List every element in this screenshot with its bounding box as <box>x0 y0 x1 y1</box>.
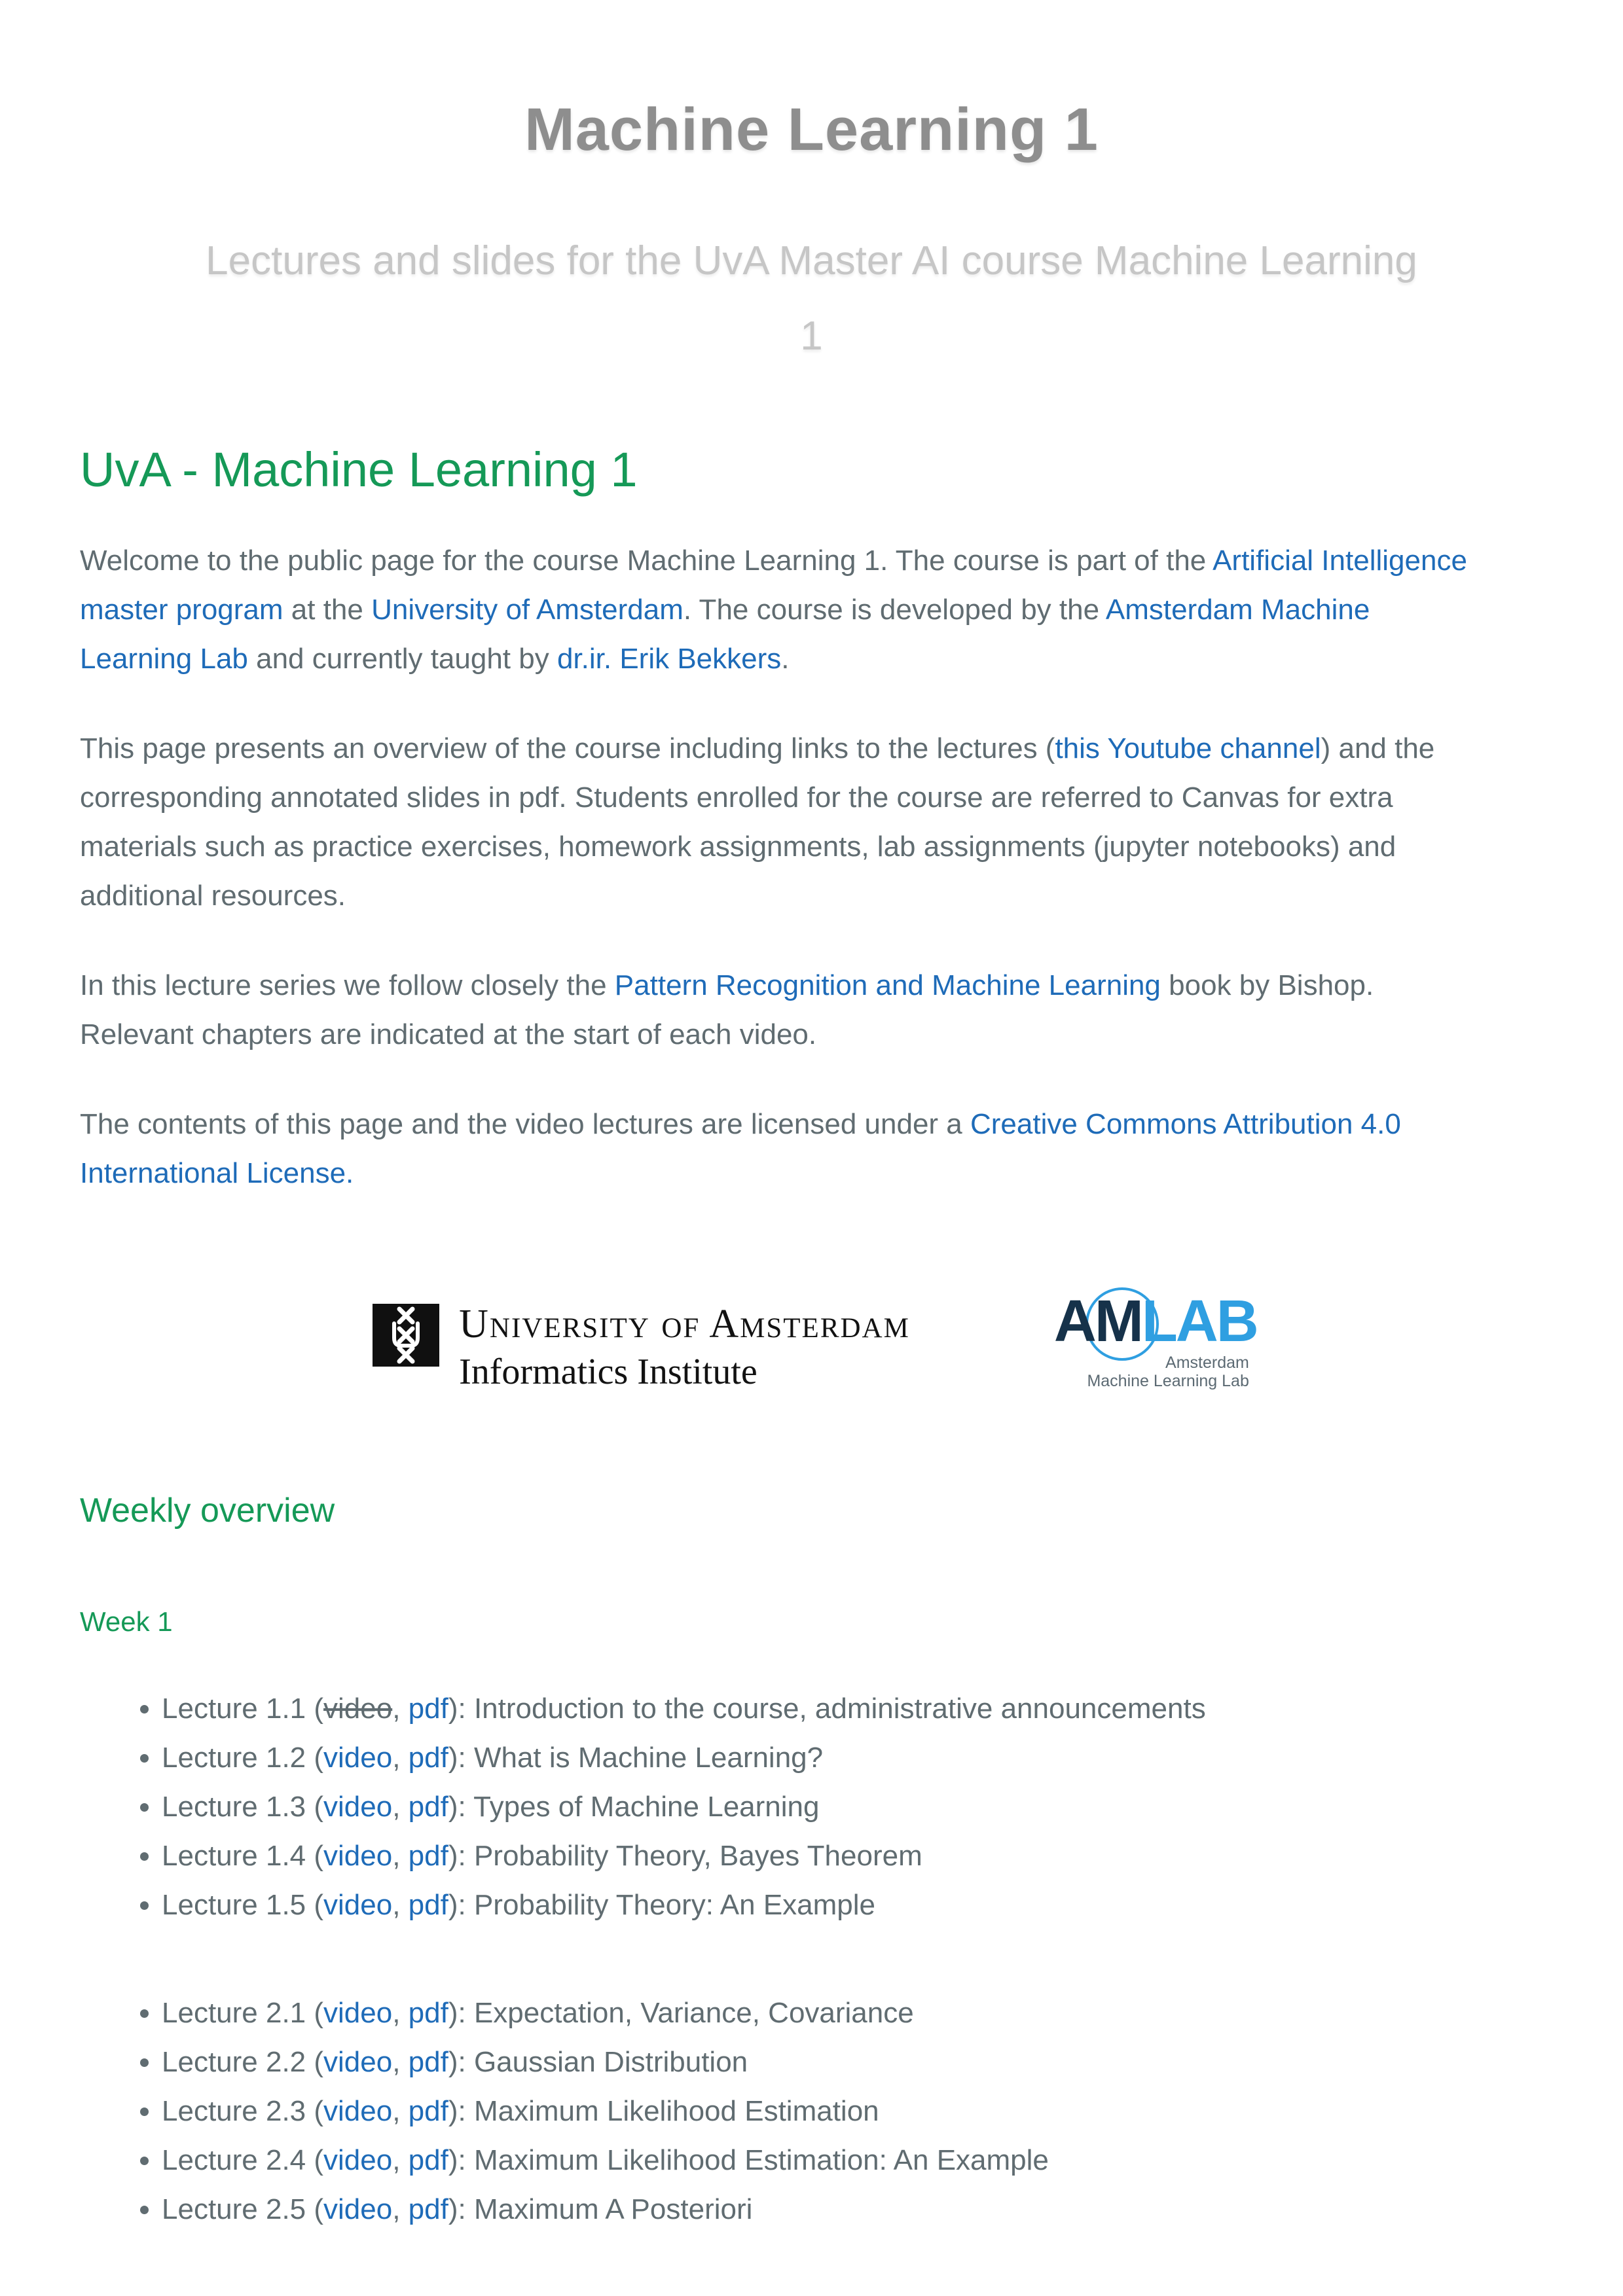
intro-paragraph-welcome <box>80 536 1468 683</box>
video-link[interactable]: video <box>323 2095 393 2128</box>
pdf-link[interactable]: pdf <box>408 1693 448 1725</box>
text-segment: ): What is Machine Learning? <box>448 1742 824 1774</box>
pdf-link[interactable]: pdf <box>408 2144 448 2177</box>
text-segment: , <box>392 2095 409 2128</box>
text-segment: Lecture 1.3 ( <box>162 1791 324 1823</box>
youtube-channel-link[interactable]: this Youtube channel <box>1055 732 1321 764</box>
lecture-item <box>162 2185 1543 2234</box>
lecture-list-week1-group1 <box>80 1684 1543 1929</box>
amlab-am-text: AM <box>1053 1288 1142 1354</box>
weekly-overview-heading: Weekly overview <box>80 1491 335 1530</box>
text-segment: . The course is developed by the <box>683 593 1106 626</box>
text-segment: In this lecture series we follow closely the <box>80 969 615 1001</box>
video-strikethrough: video <box>323 1693 393 1725</box>
text-segment: ): Gaussian Distribution <box>448 2046 748 2079</box>
intro-paragraph-overview <box>80 724 1468 920</box>
pdf-link[interactable]: pdf <box>408 2046 448 2079</box>
amsterdam-machine-learning-lab-link[interactable]: Amsterdam Machine Learning Lab <box>80 593 1370 675</box>
text-segment: ): Expectation, Variance, Covariance <box>448 1997 914 2030</box>
video-link[interactable]: video <box>323 1742 393 1774</box>
site-subtitle: Lectures and slides for the UvA Master AI course Machine Learning 1 <box>206 238 1417 359</box>
uva-logo-line2: Informatics Institute <box>459 1351 757 1392</box>
lecture-item <box>162 2037 1543 2087</box>
lecture-item <box>162 1988 1543 2037</box>
text-segment: , <box>392 1693 409 1725</box>
text-segment: . <box>781 642 790 675</box>
text-segment: , <box>392 1791 409 1823</box>
page-header <box>0 0 1623 374</box>
text-segment: ): Maximum Likelihood Estimation: An Example <box>448 2144 1049 2177</box>
text-segment: , <box>392 1840 409 1873</box>
text-segment: Lecture 2.2 ( <box>162 2046 324 2079</box>
lecture-item <box>162 1782 1543 1831</box>
lecture-item <box>162 1684 1543 1733</box>
lecture-item <box>162 1733 1543 1782</box>
lecture-item <box>162 2136 1543 2185</box>
erik-bekkers-link[interactable]: dr.ir. Erik Bekkers <box>556 642 782 675</box>
text-segment: book by Bishop. Relevant chapters are indicated at the start of each video. <box>80 969 1374 1050</box>
pdf-link[interactable]: pdf <box>408 1889 448 1922</box>
text-segment: , <box>392 1889 409 1922</box>
text-segment: Welcome to the public page for the course Machine Learning 1. The course is part of the <box>80 544 1213 577</box>
page-title: UvA - Machine Learning 1 <box>80 442 638 497</box>
text-segment: ): Maximum Likelihood Estimation <box>448 2095 879 2128</box>
text-segment: This page presents an overview of the course including links to the lectures ( <box>80 732 1055 764</box>
text-segment: ): Introduction to the course, administrative announcements <box>448 1693 1206 1725</box>
university-of-amsterdam-link[interactable]: University of Amsterdam <box>371 593 684 626</box>
video-link[interactable]: video <box>323 1840 393 1873</box>
text-segment: ): Probability Theory, Bayes Theorem <box>448 1840 922 1873</box>
text-segment: , <box>392 1742 409 1774</box>
pdf-link[interactable]: pdf <box>408 1997 448 2030</box>
amlab-logo <box>1053 1284 1257 1390</box>
amlab-lab-text: LAB <box>1141 1288 1257 1354</box>
artificial-intelligence-master-program-link[interactable]: Artificial Intelligence master program <box>80 544 1467 626</box>
text-segment: ): Types of Machine Learning <box>448 1791 820 1823</box>
text-segment: Lecture 2.3 ( <box>162 2095 324 2128</box>
text-segment: ): Maximum A Posteriori <box>448 2193 753 2226</box>
lecture-item <box>162 1831 1543 1880</box>
site-title: Machine Learning 1 <box>524 96 1099 163</box>
prml-book-link[interactable]: Pattern Recognition and Machine Learning <box>614 969 1161 1001</box>
text-segment: Lecture 2.4 ( <box>162 2144 324 2177</box>
text-segment: and currently taught by <box>247 642 557 675</box>
lecture-list-week1-group2 <box>80 1988 1543 2234</box>
amlab-subtext-line2: Machine Learning Lab <box>1087 1371 1249 1390</box>
lecture-item <box>162 1880 1543 1929</box>
pdf-link[interactable]: pdf <box>408 2193 448 2226</box>
video-link[interactable]: video <box>323 1791 393 1823</box>
video-link[interactable]: video <box>323 1889 393 1922</box>
cc-license-link[interactable]: Creative Commons Attribution 4.0 International License. <box>80 1107 1401 1189</box>
text-segment: Lecture 1.2 ( <box>162 1742 324 1774</box>
pdf-link[interactable]: pdf <box>408 1742 448 1774</box>
main-content <box>80 444 1543 2234</box>
pdf-link[interactable]: pdf <box>408 1791 448 1823</box>
uva-logo-line1: University of Amsterdam <box>459 1301 910 1346</box>
intro-paragraph-license <box>80 1100 1468 1198</box>
text-segment: ) and the corresponding annotated slides in pdf. Students enrolled for the course are referred to Canvas for extra materials such as practice exercises, homework assignments, lab assignments (jupyter notebooks) and additional resources. <box>80 732 1435 912</box>
video-link[interactable]: video <box>323 1997 393 2030</box>
week-1-heading: Week 1 <box>80 1606 173 1638</box>
text-segment: , <box>392 2046 409 2079</box>
text-segment: Lecture 1.1 ( <box>162 1693 324 1725</box>
text-segment: Lecture 1.5 ( <box>162 1889 324 1922</box>
amlab-subtext-line1: Amsterdam <box>1165 1353 1249 1372</box>
pdf-link[interactable]: pdf <box>408 1840 448 1873</box>
text-segment: Lecture 1.4 ( <box>162 1840 324 1873</box>
text-segment: Lecture 2.1 ( <box>162 1997 324 2030</box>
video-link[interactable]: video <box>323 2144 393 2177</box>
text-segment: , <box>392 2144 409 2177</box>
text-segment: The contents of this page and the video lectures are licensed under a <box>80 1107 970 1140</box>
video-link[interactable]: video <box>323 2193 393 2226</box>
amlab-wordmark <box>1053 1288 1257 1354</box>
text-segment: , <box>392 1997 409 2030</box>
text-segment: ): Probability Theory: An Example <box>448 1889 876 1922</box>
text-segment: Lecture 2.5 ( <box>162 2193 324 2226</box>
uva-informatics-logo <box>373 1301 910 1392</box>
text-segment: , <box>392 2193 409 2226</box>
logos-row <box>80 1284 1543 1392</box>
uva-crest-three-crosses-icon <box>373 1304 439 1367</box>
video-link[interactable]: video <box>323 2046 393 2079</box>
text-segment: at the <box>283 593 372 626</box>
uva-logo-text <box>459 1301 910 1392</box>
lecture-item <box>162 2087 1543 2136</box>
pdf-link[interactable]: pdf <box>408 2095 448 2128</box>
intro-paragraph-book <box>80 961 1468 1059</box>
